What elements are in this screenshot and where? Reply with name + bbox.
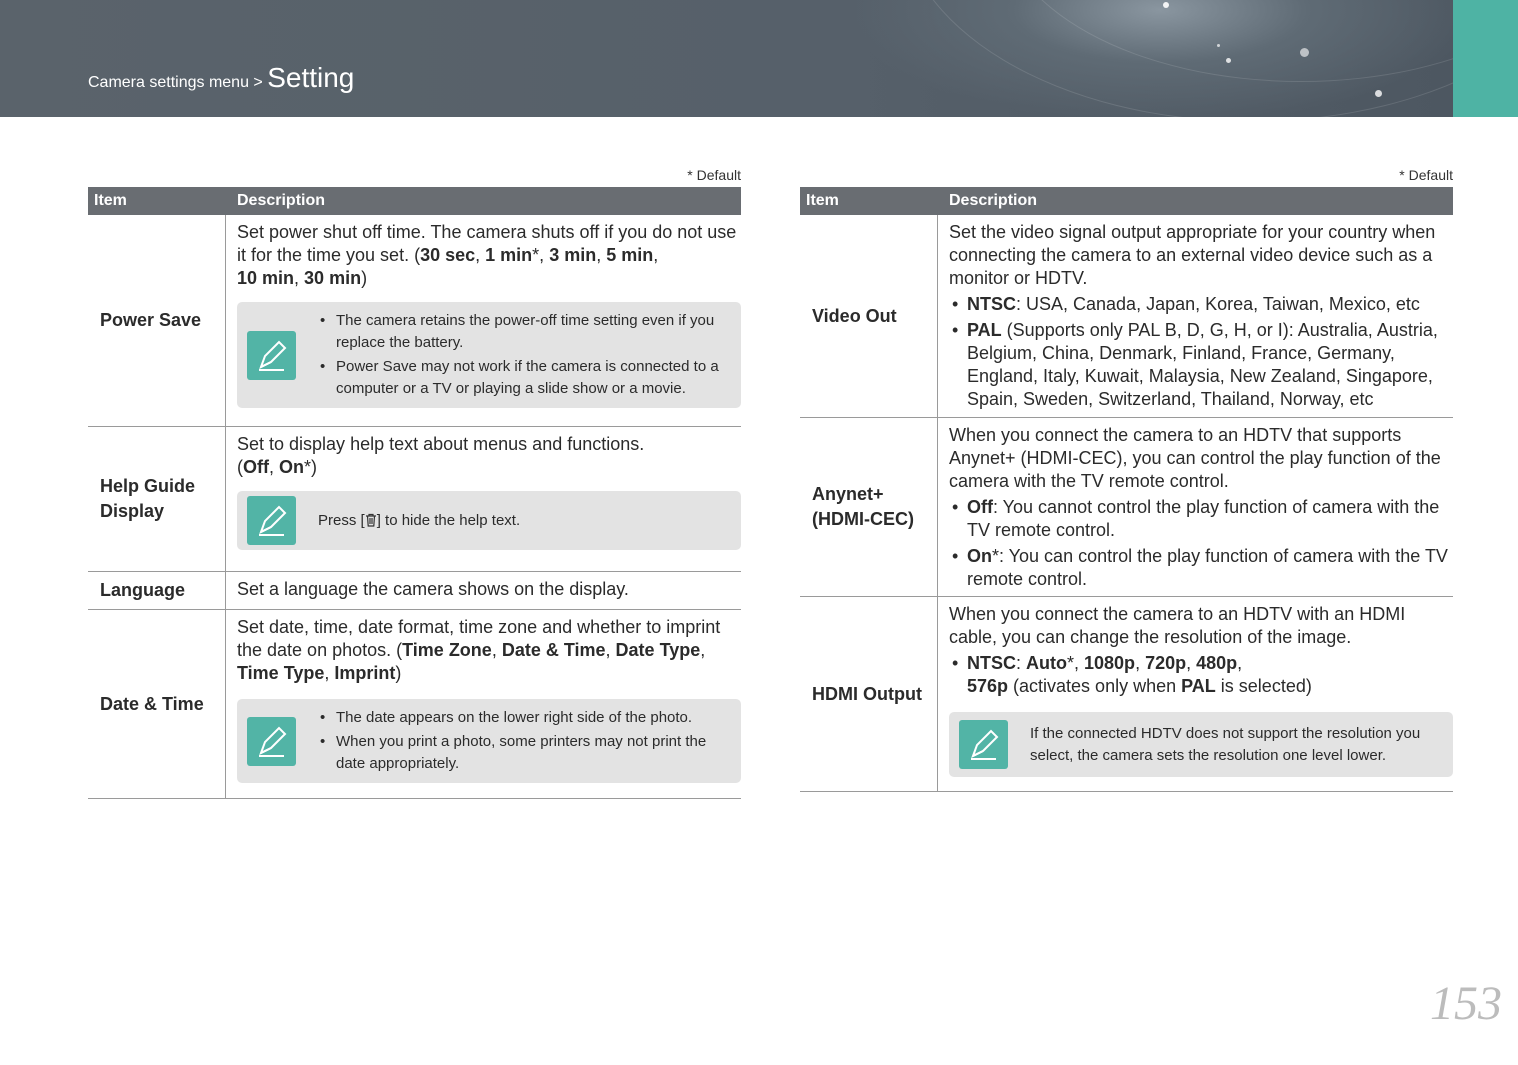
option-bullet: • PAL (Supports only PAL B, D, G, H, or I): Australia, Austria, Belgium, China, Denmark, Finland, France, Germany, England, Italy, Kuwait, Malaysia, New Zealand, Singapore, Spain, Sweden, Switzerland, Thailand, Norway, etc	[949, 319, 1453, 411]
item-description	[938, 418, 1453, 596]
note-box	[949, 712, 1453, 777]
desc-text: When you connect the camera to an HDTV that supports Anynet+ (HDMI-CEC), you can control the play function of the camera with the TV remote control.	[949, 425, 1441, 491]
pencil-note-icon	[247, 331, 296, 380]
column-header-item: Item	[806, 192, 839, 209]
table-row-language	[88, 572, 741, 610]
table-header	[800, 187, 1453, 215]
option: Imprint	[334, 663, 396, 683]
default-note: * Default	[1399, 167, 1453, 183]
item-label: Power Save	[88, 215, 226, 426]
page-header	[0, 0, 1518, 117]
note-text: Press [	[318, 511, 365, 529]
column-header-item: Item	[94, 192, 127, 209]
item-description: Set power shut off time. The camera shuts off if you do not use it for the time you set. (30 sec, 1 min*, 3 min, 5 min, 10 min, 30 min) • The camera retains the power-off time setting even if you replace the battery. • Power Save may not work if the camera is connected to a computer or a TV or playing a slide show or a movie.	[226, 215, 741, 426]
item-label: Video Out	[800, 215, 938, 417]
default-note: * Default	[687, 167, 741, 183]
option-bullet: • NTSC: USA, Canada, Japan, Korea, Taiwan, Mexico, etc	[949, 293, 1453, 316]
option: Time Type	[237, 663, 325, 683]
desc-text: Set the video signal output appropriate for your country when connecting the camera to an external video device such as a monitor or HDTV.	[949, 222, 1436, 288]
item-label: Help Guide Display	[88, 427, 226, 571]
table-row-power-save	[88, 215, 741, 427]
table-row-anynet	[800, 418, 1453, 597]
option: Date & Time	[501, 640, 606, 660]
table-row-help-guide-display	[88, 427, 741, 572]
breadcrumb-prefix: Camera settings menu >	[88, 74, 263, 91]
note-bullet: • The date appears on the lower right side of the photo.	[318, 707, 729, 729]
option: Off	[243, 457, 269, 477]
trash-icon	[365, 513, 377, 527]
note-text: ] to hide the help text.	[376, 511, 521, 529]
right-settings-table	[800, 165, 1453, 792]
note-bullet: • The camera retains the power-off time setting even if you replace the battery.	[318, 310, 729, 354]
note-box	[237, 302, 741, 408]
pencil-note-icon	[959, 720, 1008, 769]
page-number: 153	[1430, 977, 1502, 1030]
pencil-note-icon	[247, 496, 296, 545]
header-accent-bar	[1453, 0, 1518, 117]
column-header-description: Description	[237, 192, 326, 209]
option: 5 min	[606, 245, 654, 265]
item-label: Language	[88, 572, 226, 609]
item-description	[938, 597, 1453, 791]
option-bullet: • NTSC: Auto*, 1080p, 720p, 480p, 576p (activates only when PAL is selected)	[949, 652, 1453, 698]
item-label: HDMI Output	[800, 597, 938, 791]
note-box	[237, 699, 741, 783]
desc-text: Set date, time, date format, time zone and whether to imprint the date on photos. (	[237, 617, 721, 660]
table-row-date-time	[88, 610, 741, 799]
column-header-description: Description	[949, 192, 1038, 209]
item-description: Set date, time, date format, time zone and whether to imprint the date on photos. (Time Zone, Date & Time, Date Type, Time Type, Imprint) • The date appears on the lower right side of the photo. • When you print a photo, some printers may not print the date appropriately.	[226, 610, 741, 798]
item-description	[938, 215, 1453, 417]
breadcrumb-current: Setting	[267, 62, 355, 93]
desc-text: Set power shut off time. The camera shuts off if you do not use it for the time you set. (	[237, 222, 737, 265]
option-bullet: • On*: You can control the play function of camera with the TV remote control.	[949, 545, 1453, 591]
option: On	[279, 457, 305, 477]
item-label: Anynet+ (HDMI-CEC)	[800, 418, 938, 596]
table-header	[88, 187, 741, 215]
table-row-hdmi-output	[800, 597, 1453, 792]
option: Date Type	[615, 640, 701, 660]
item-description: Set to display help text about menus and functions. (Off, On*) Press [ ] to hide the help text.	[226, 427, 741, 571]
pencil-note-icon	[247, 717, 296, 766]
note-bullet: • Power Save may not work if the camera is connected to a computer or a TV or playing a slide show or a movie.	[318, 356, 729, 400]
option: 30 sec	[420, 245, 476, 265]
option: 1 min	[485, 245, 533, 265]
item-description: Set a language the camera shows on the display.	[237, 579, 629, 599]
left-settings-table	[88, 165, 741, 799]
item-label: Date & Time	[88, 610, 226, 798]
desc-text: Set to display help text about menus and functions.	[237, 434, 645, 454]
option-bullet: • Off: You cannot control the play function of camera with the TV remote control.	[949, 496, 1453, 542]
option: Time Zone	[402, 640, 492, 660]
table-row-video-out	[800, 215, 1453, 418]
note-text: If the connected HDTV does not support the resolution you select, the camera sets the resolution one level lower.	[1030, 724, 1421, 764]
option: 10 min	[237, 268, 295, 288]
breadcrumb	[88, 62, 354, 94]
option: 3 min	[549, 245, 597, 265]
option: 30 min	[304, 268, 362, 288]
note-bullet: • When you print a photo, some printers may not print the date appropriately.	[318, 731, 729, 775]
note-box	[237, 491, 741, 550]
desc-text: When you connect the camera to an HDTV with an HDMI cable, you can change the resolution of the image.	[949, 604, 1406, 647]
